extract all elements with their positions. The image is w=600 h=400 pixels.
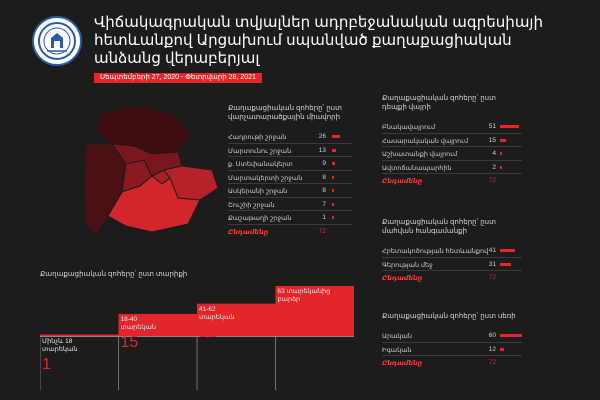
cause-row-value: 72 xyxy=(488,177,496,184)
circumstance-row-label: Հրետակոծության հետևանքով xyxy=(382,248,489,255)
age-group-value: 22 xyxy=(199,323,217,341)
gender-total-row xyxy=(382,356,522,370)
cause-row-label: Ավտոճանապարհին xyxy=(382,164,452,172)
regions-row-value: 26 xyxy=(318,133,326,140)
circumstance-row-label: Գերության մեջ xyxy=(382,261,433,269)
age-group-label-2: տարեկան xyxy=(120,323,156,331)
regions-row xyxy=(228,171,352,185)
cause-row-bar xyxy=(500,152,502,155)
age-group xyxy=(199,306,234,342)
age-baseline xyxy=(40,336,354,337)
regions-row xyxy=(228,198,352,212)
gender-row-value: 60 xyxy=(488,332,496,339)
date-range-badge: Սեպտեմբերի 27, 2020 - Փետրվարի 28, 2021 xyxy=(94,73,262,83)
regions-row-label: Մարտակերտի շրջան xyxy=(228,174,303,182)
regions-row-label: Հադրութի շրջան xyxy=(228,134,287,141)
gender-title: Քաղաքացիական զոհերը՝ ըստ սեռի xyxy=(382,313,516,320)
cause-row xyxy=(382,134,522,148)
gender-row-bar xyxy=(500,334,522,337)
regions-row-label: ք. Ստեփանակերտ xyxy=(228,161,293,168)
age-group-label: Մինչև 18 xyxy=(42,338,73,345)
age-group-label-2: տարեկան xyxy=(42,346,78,353)
regions-row-bar xyxy=(332,135,340,138)
regions-row xyxy=(228,130,352,144)
cause-row-label: Հասարակական վայրում xyxy=(382,137,469,145)
age-title: Քաղաքացիական զոհերը՝ ըստ տարիքի xyxy=(40,271,188,278)
cause-row-value: 15 xyxy=(488,136,496,144)
regions-row-bar xyxy=(332,189,334,192)
regions-row-label: Ընդամենը xyxy=(228,228,269,236)
cause-row xyxy=(382,161,522,175)
regions-row-value: 9 xyxy=(322,160,326,167)
circumstance-total-row xyxy=(382,271,522,285)
cause-block xyxy=(382,94,522,188)
age-group-label: 63 տարեկանից xyxy=(277,288,331,295)
circumstance-row-value: 72 xyxy=(488,274,496,281)
header xyxy=(32,14,572,82)
regions-row-value: 72 xyxy=(318,227,326,235)
gender-row-value: 72 xyxy=(488,359,496,366)
regions-row-bar xyxy=(332,203,334,206)
cause-row xyxy=(382,120,522,134)
regions-title: Քաղաքացիական զոհերը՝ ըստ վարչատարածքային միավորի xyxy=(228,105,342,121)
circumstance-row-bar xyxy=(500,263,511,266)
gender-row-bar xyxy=(500,348,504,351)
age-group-value: 15 xyxy=(120,333,139,351)
regions-row-value: 7 xyxy=(322,200,326,208)
age-group xyxy=(42,338,77,374)
regions-row-label: Քաշաթաղի շրջան xyxy=(228,215,292,222)
cause-row xyxy=(382,147,522,161)
gender-row xyxy=(382,329,522,343)
regions-row-label: Մարտունու շրջան xyxy=(228,147,292,155)
cause-row-value: 4 xyxy=(492,150,496,157)
circumstance-block xyxy=(382,218,522,285)
age-group-value: 34 xyxy=(277,306,296,323)
page-title: Վիճակագրական տվյալներ ադրբեջանական ագրեսիայի հետևանքով Արցախում սպանված քաղաքացիական անձանց վերաբերյալ xyxy=(94,14,544,67)
regions-row-bar xyxy=(332,216,334,219)
age-group-label-2: բարձր xyxy=(277,296,301,303)
regions-row-bar xyxy=(332,149,336,152)
cause-title: Քաղաքացիական զոհերը՝ ըստ դեպքի վայրի xyxy=(382,95,496,111)
gender-row-label: Իգական xyxy=(382,346,412,354)
regions-row-value: 8 xyxy=(322,187,326,194)
cause-row-bar xyxy=(500,139,506,142)
circumstance-row-value: 31 xyxy=(488,260,496,268)
regions-row xyxy=(228,144,352,158)
cause-row-label: Աշխատանքի վայրում xyxy=(382,151,458,158)
gender-row-label: Ընդամենը xyxy=(382,360,423,367)
cause-row-value: 51 xyxy=(488,123,496,130)
emblem-icon xyxy=(37,21,77,61)
cause-total-row xyxy=(382,174,522,188)
cause-row-label: Բնակավայրում xyxy=(382,124,436,131)
age-group xyxy=(278,288,331,324)
circumstance-row xyxy=(382,244,522,258)
circumstance-row-label: Ընդամենը xyxy=(382,275,423,282)
age-group-label: 18-40 xyxy=(120,315,138,323)
age-group-label-2: տարեկան xyxy=(199,313,235,321)
regions-row-value: 1 xyxy=(322,214,326,221)
gender-row xyxy=(382,343,522,357)
regions-row xyxy=(228,184,352,198)
regions-block xyxy=(228,104,352,238)
circumstance-row-value: 41 xyxy=(488,247,496,254)
cause-row-bar xyxy=(500,125,519,128)
emblem-logo xyxy=(32,16,82,66)
regions-row-bar xyxy=(332,176,334,179)
regions-row-bar xyxy=(332,162,335,165)
gender-block xyxy=(382,312,522,370)
regions-row xyxy=(228,211,352,225)
age-group xyxy=(121,316,156,352)
circumstance-row-bar xyxy=(500,249,515,252)
regions-total-row xyxy=(228,225,352,239)
regions-row-value: 8 xyxy=(322,173,326,181)
circumstance-title: Քաղաքացիական զոհերը՝ ըստ մահվան հանգամանքի xyxy=(382,219,496,235)
age-group-label: 41-62 xyxy=(199,305,216,313)
age-group-value: 1 xyxy=(42,356,51,373)
regions-row-value: 13 xyxy=(318,146,326,154)
regions-row-label: Ասկերանի շրջան xyxy=(228,188,288,195)
cause-row-label: Ընդամենը xyxy=(382,178,423,185)
circumstance-row xyxy=(382,258,522,272)
regions-row-label: Շուշիի շրջան xyxy=(228,201,275,209)
gender-row-label: Արական xyxy=(382,333,413,340)
regions-row xyxy=(228,157,352,171)
cause-row-bar xyxy=(500,166,502,169)
gender-row-value: 12 xyxy=(488,345,496,353)
region-map xyxy=(82,104,222,244)
cause-row-value: 2 xyxy=(492,163,496,171)
